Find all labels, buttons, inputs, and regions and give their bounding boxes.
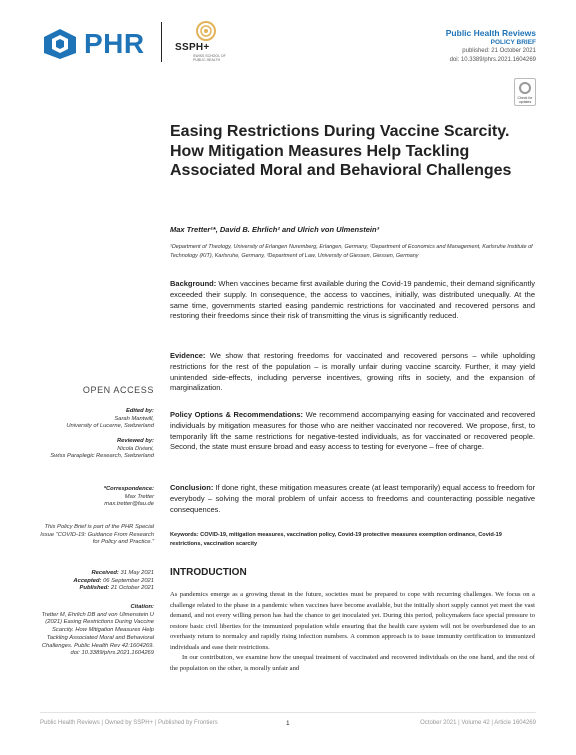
introduction-heading: INTRODUCTION <box>170 567 247 578</box>
reviewer-affiliation: Swiss Paraplegic Research, Switzerland <box>50 453 154 460</box>
page-number: 1 <box>286 720 290 727</box>
footer-volume: October 2021 | Volume 42 | Article 1604269 <box>420 720 536 726</box>
intro-paragraph-1: As pandemics emerge as a growing threat in the future, societies must be prepared to cope with recurring challenges. We focus on a challenge related to the phase in a pandemic when vaccines have become available, but the initially short supply cannot yet meet the vast demand, and not every willing person has had the chance to get inoculated yet. During this period, policymakers face special pressure to restore basic civil liberties for the immunized population while ensuring that the health care system will not be overburdened due to an overhasty return to normalcy and rapidly rising infection numbers. A common approach is to issue immunity certification to immunized individuals and ease their restrictions. <box>170 591 535 651</box>
page-header <box>0 0 576 104</box>
received-value: 31 May 2021 <box>120 570 154 576</box>
authors: Max Tretter¹*, David B. Ehrlich² and Ulrich von Ulmenstein³ <box>170 225 380 234</box>
abstract-background-text: When vaccines became first available during the Covid-19 pandemic, their demand significantly exceeded their supply. In consequence, the access to vaccines, initially, was distributed unequally. At the same time, governments started easing pandemic restrictions for vaccinated and recovered persons and restoring their freedoms since their risk of transmitting the virus is significantly reduced. <box>170 279 535 321</box>
editor-name: Sarah Mantwill, <box>114 415 154 422</box>
ssph-logo-subtext: SWISS SCHOOL OF PUBLIC HEALTH <box>193 54 226 62</box>
journal-name: Public Health Reviews <box>445 28 536 38</box>
received-label: Received: <box>91 570 119 576</box>
open-access-label: OPEN ACCESS <box>82 385 154 395</box>
intro-paragraph-2: In our contribution, we examine how the unequal treatment of vaccinated and recovered individuals on the one hand, and the rest of the population on the other, is morally unfair and <box>170 654 535 672</box>
logo-divider <box>161 22 162 62</box>
check-updates-icon <box>519 82 531 94</box>
received-date <box>40 570 154 578</box>
abstract-conclusion-label: Conclusion: <box>170 483 214 492</box>
reviewed-by <box>40 438 154 461</box>
edited-by-label: Edited by: <box>125 408 154 414</box>
check-updates-label: Check for updates <box>517 96 533 104</box>
introduction-body <box>170 590 535 674</box>
published-value: 21 October 2021 <box>110 585 154 592</box>
abstract-evidence <box>170 351 535 394</box>
page-footer <box>40 716 536 728</box>
footer-rule <box>40 712 536 713</box>
accepted-value: 06 September 2021 <box>103 577 154 584</box>
accepted-label: Accepted: <box>73 577 102 584</box>
abstract-evidence-label: Evidence: <box>170 351 206 360</box>
dates <box>40 570 154 593</box>
ssph-logo-text: SSPH+ <box>175 42 210 53</box>
abstract-policy-label: Policy Options & Recommendations: <box>170 410 304 419</box>
abstract-conclusion-text: If done right, these mitigation measures create (at least temporarily) equal access to freedom for everybody – solving the moral problem of unfair access to freedoms and counteracting possible negative consequences. <box>170 483 535 514</box>
citation-text: Tretter M, Ehrlich DB and von Ulmenstein U (2021) Easing Restrictions During Vaccine Scarcity. How Mitigation Measures Help Tackling Associated Moral and Behavioral Challenges. Public Health Rev 42:1604269. doi: 10.3389/phrs.2021.1604269 <box>41 611 154 657</box>
published-label: Published: <box>79 585 110 592</box>
phr-logo <box>42 26 152 62</box>
keywords: Keywords: COVID-19, mitigation measures, vaccination policy, Covid-19 protective measures exemption ordinance, Covid-19 restrictions, vaccination scarcity <box>170 532 502 547</box>
abstract-background-label: Background: <box>170 279 217 288</box>
correspondence-name: Max Tretter <box>124 493 154 500</box>
published-date: published: 21 October 2021 <box>462 48 536 54</box>
article-title: Easing Restrictions During Vaccine Scarcity. How Mitigation Measures Help Tackling Associated Moral and Behavioral Challenges <box>170 123 512 179</box>
published-date-sidebar <box>40 585 154 593</box>
abstract-conclusion <box>170 483 535 515</box>
reviewed-by-label: Reviewed by: <box>116 438 154 444</box>
ssph-logo <box>175 20 233 70</box>
ssph-logo-mark-icon <box>191 20 221 42</box>
abstract-background <box>170 279 535 322</box>
check-for-updates-badge[interactable] <box>514 78 536 106</box>
article-type: POLICY BRIEF <box>490 39 536 46</box>
accepted-date <box>40 578 154 586</box>
journal-info <box>446 28 536 64</box>
editor-affiliation: University of Lucerne, Switzerland <box>66 423 154 430</box>
footer-journal: Public Health Reviews | Owned by SSPH+ | Published by Frontiers <box>40 720 218 726</box>
edited-by <box>40 408 154 431</box>
correspondence-label: *Correspondence: <box>103 486 154 492</box>
phr-logo-text: PHR <box>84 28 145 59</box>
abstract-policy-text: We recommend accompanying easing for vaccinated and recovered individuals by mitigation measures for those who are neither vaccinated nor recovered. We propose, first, to temporarily lift the same restrictions for negative-tested individuals, as for vaccinated or recovered people. Second, the state must ensure broad and easy access to testing for everyone – free of charge. <box>170 410 535 452</box>
special-issue-note: This Policy Brief is part of the PHR Special Issue “COVID-19: Guidance From Research for Policy and Practice.” <box>40 524 154 546</box>
affiliations: ¹Department of Theology, University of Erlangen Nuremberg, Erlangen, Germany, ²Department of Economics and Management, Karlsruhe Institute of Technology (KIT), Karlsruhe, Germany, ³Department of Law, University of Giessen, Giessen, Germany <box>170 244 533 259</box>
citation-label: Citation: <box>130 604 154 610</box>
citation <box>40 604 154 658</box>
article-doi[interactable]: doi: 10.3389/phrs.2021.1604269 <box>449 57 536 63</box>
abstract-evidence-text: We show that restoring freedoms for vaccinated and recovered persons – while upholding restrictions for the rest of the population – is morally unfair during vaccine scarcity. Further, it may yield unintended side-effects, including perverse incentives, growing rifts in society, and the expansion of marginalization. <box>170 351 535 393</box>
abstract-policy <box>170 410 535 453</box>
correspondence-email[interactable]: max.tretter@fau.de <box>104 501 154 508</box>
phr-logo-mark-icon <box>42 27 78 61</box>
correspondence <box>40 486 154 509</box>
reviewer-name: Nicola Diviani, <box>117 445 154 452</box>
